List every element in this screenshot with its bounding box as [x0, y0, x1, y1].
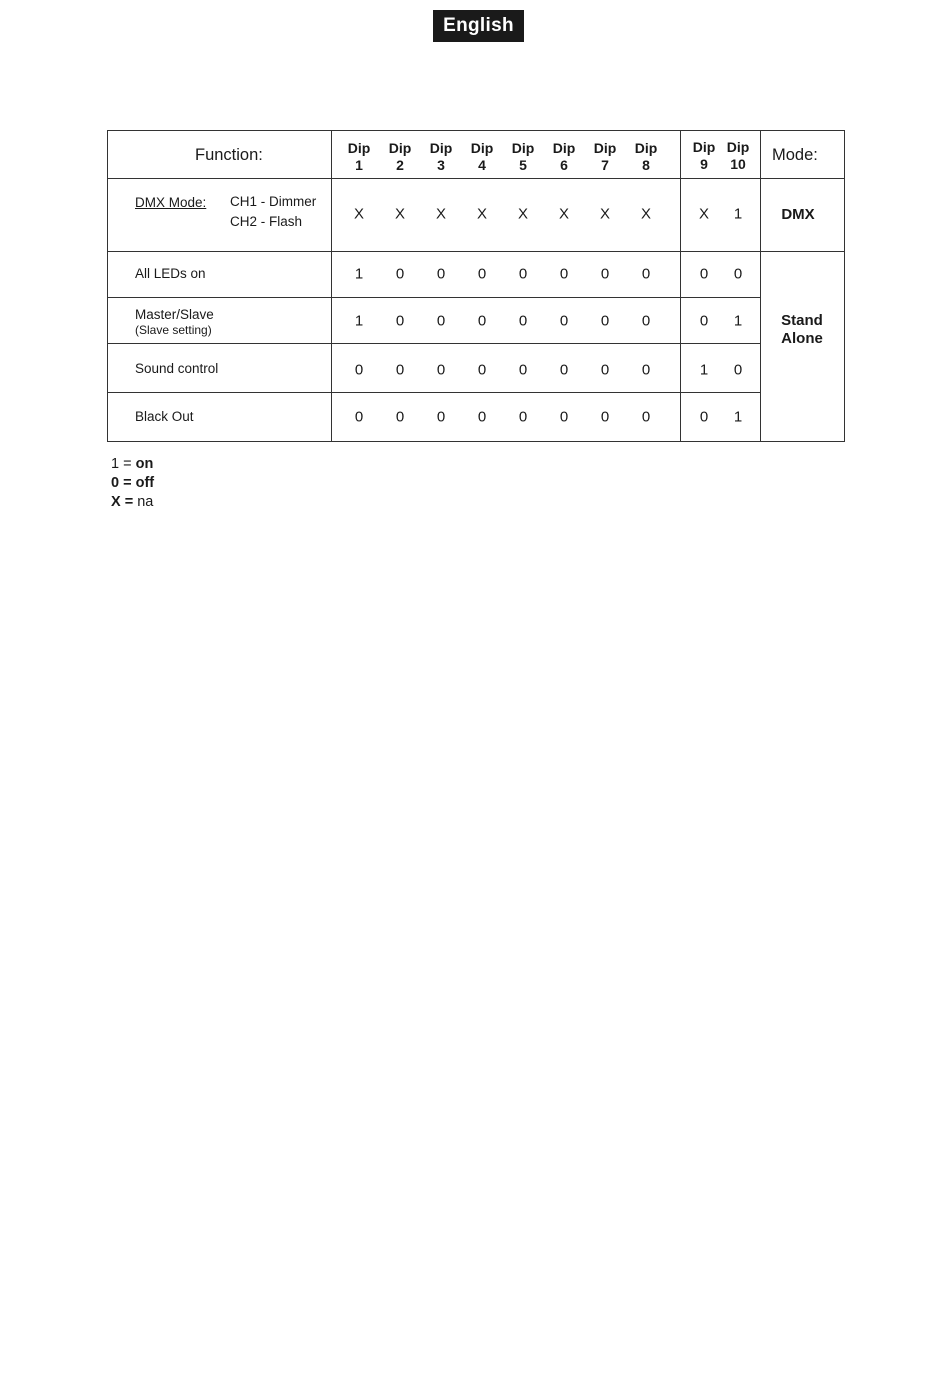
- dip-value-cell: 1: [354, 265, 364, 283]
- dip-value-cell: 0: [641, 408, 651, 426]
- legend-item: X = na: [111, 494, 154, 510]
- dip-value-cell: 1: [699, 361, 709, 379]
- table-border-top: [107, 130, 845, 131]
- mode-stand-alone: Stand Alone: [781, 312, 823, 347]
- dip-value-cell: X: [394, 205, 406, 223]
- dip-value-cell: X: [353, 205, 365, 223]
- row-divider-master-slave: [107, 343, 760, 344]
- legend: [111, 455, 154, 512]
- dip-value-cell: 0: [600, 265, 610, 283]
- mode-header: Mode:: [772, 146, 818, 164]
- dip-value-cell: 0: [559, 312, 569, 330]
- dip-value-cell: 0: [477, 265, 487, 283]
- dip-value-cell: 0: [641, 361, 651, 379]
- dip-value-cell: 0: [436, 408, 446, 426]
- dip-value-cell: 0: [477, 408, 487, 426]
- dip-switch-table: [107, 130, 845, 442]
- dip-value-cell: 0: [559, 361, 569, 379]
- dip-value-cell: 0: [436, 361, 446, 379]
- dip-value-cell: 0: [699, 408, 709, 426]
- table-border-bottom: [107, 441, 845, 442]
- dip-value-cell: X: [698, 205, 710, 223]
- row-label-black-out: Black Out: [135, 409, 194, 424]
- row-divider-sound: [107, 392, 760, 393]
- mode-dmx: DMX: [781, 206, 815, 223]
- dip-value-cell: 1: [733, 205, 743, 223]
- dip-value-cell: 0: [436, 265, 446, 283]
- dip-value-cell: 0: [641, 312, 651, 330]
- row-label-all-leds: All LEDs on: [135, 266, 206, 281]
- dip-header: Dip 3: [429, 140, 453, 173]
- language-badge: English: [433, 10, 524, 42]
- row-divider-dmx: [107, 251, 845, 252]
- function-header: Function:: [195, 146, 263, 164]
- dip-header: Dip 10: [726, 139, 750, 172]
- row-divider-all-leds: [107, 297, 760, 298]
- dip-value-cell: X: [435, 205, 447, 223]
- dip-value-cell: 0: [395, 265, 405, 283]
- row-sublabel-ch1: CH1 - Dimmer: [230, 194, 317, 209]
- dip-value-cell: 0: [559, 408, 569, 426]
- dip-value-cell: 1: [354, 312, 364, 330]
- dip-value-cell: 0: [354, 361, 364, 379]
- dip-value-cell: 0: [395, 408, 405, 426]
- row-divider-header: [107, 178, 845, 179]
- dip-value-cell: 0: [733, 265, 743, 283]
- dip-value-cell: 0: [395, 312, 405, 330]
- dip-value-cell: 0: [600, 361, 610, 379]
- column-divider-function: [331, 130, 332, 442]
- row-label-dmx-mode: DMX Mode:: [135, 195, 207, 210]
- dip-value-cell: 0: [477, 312, 487, 330]
- dip-header: Dip 9: [692, 139, 716, 172]
- dip-value-cell: X: [558, 205, 570, 223]
- row-sublabel-ch2: CH2 - Flash: [230, 214, 303, 229]
- column-divider-mode: [760, 130, 761, 442]
- dip-header: Dip 5: [511, 140, 535, 173]
- dip-value-cell: 0: [395, 361, 405, 379]
- dip-header: Dip 4: [470, 140, 494, 173]
- row-label-sound-control: Sound control: [135, 361, 219, 376]
- row-label-master-slave: Master/Slave: [135, 307, 214, 322]
- dip-header: Dip 7: [593, 140, 617, 173]
- table-border-right: [844, 130, 845, 442]
- dip-value-cell: 0: [518, 312, 528, 330]
- dip-value-cell: 1: [733, 408, 743, 426]
- dip-value-cell: X: [599, 205, 611, 223]
- dip-value-cell: X: [517, 205, 529, 223]
- dip-value-cell: 0: [518, 265, 528, 283]
- dip-value-cell: 1: [733, 312, 743, 330]
- dip-value-cell: 0: [477, 361, 487, 379]
- dip-value-cell: 0: [518, 361, 528, 379]
- dip-value-cell: 0: [733, 361, 743, 379]
- dip-value-cell: X: [640, 205, 652, 223]
- dip-value-cell: 0: [559, 265, 569, 283]
- dip-value-cell: 0: [699, 265, 709, 283]
- dip-value-cell: 0: [600, 312, 610, 330]
- legend-item: 0 = off: [111, 475, 155, 491]
- dip-header: Dip 2: [388, 140, 412, 173]
- dip-value-cell: 0: [354, 408, 364, 426]
- dip-value-cell: 0: [436, 312, 446, 330]
- column-divider-dip8: [680, 130, 681, 442]
- dip-header: Dip 8: [634, 140, 658, 173]
- dip-value-cell: 0: [600, 408, 610, 426]
- table-border-left: [107, 130, 108, 442]
- dip-header: Dip 6: [552, 140, 576, 173]
- dip-value-cell: X: [476, 205, 488, 223]
- row-sublabel-slave-setting: (Slave setting): [135, 323, 212, 337]
- dip-value-cell: 0: [641, 265, 651, 283]
- dip-header: Dip 1: [347, 140, 371, 173]
- dip-value-cell: 0: [518, 408, 528, 426]
- dip-value-cell: 0: [699, 312, 709, 330]
- legend-item: 1 = on: [111, 456, 154, 472]
